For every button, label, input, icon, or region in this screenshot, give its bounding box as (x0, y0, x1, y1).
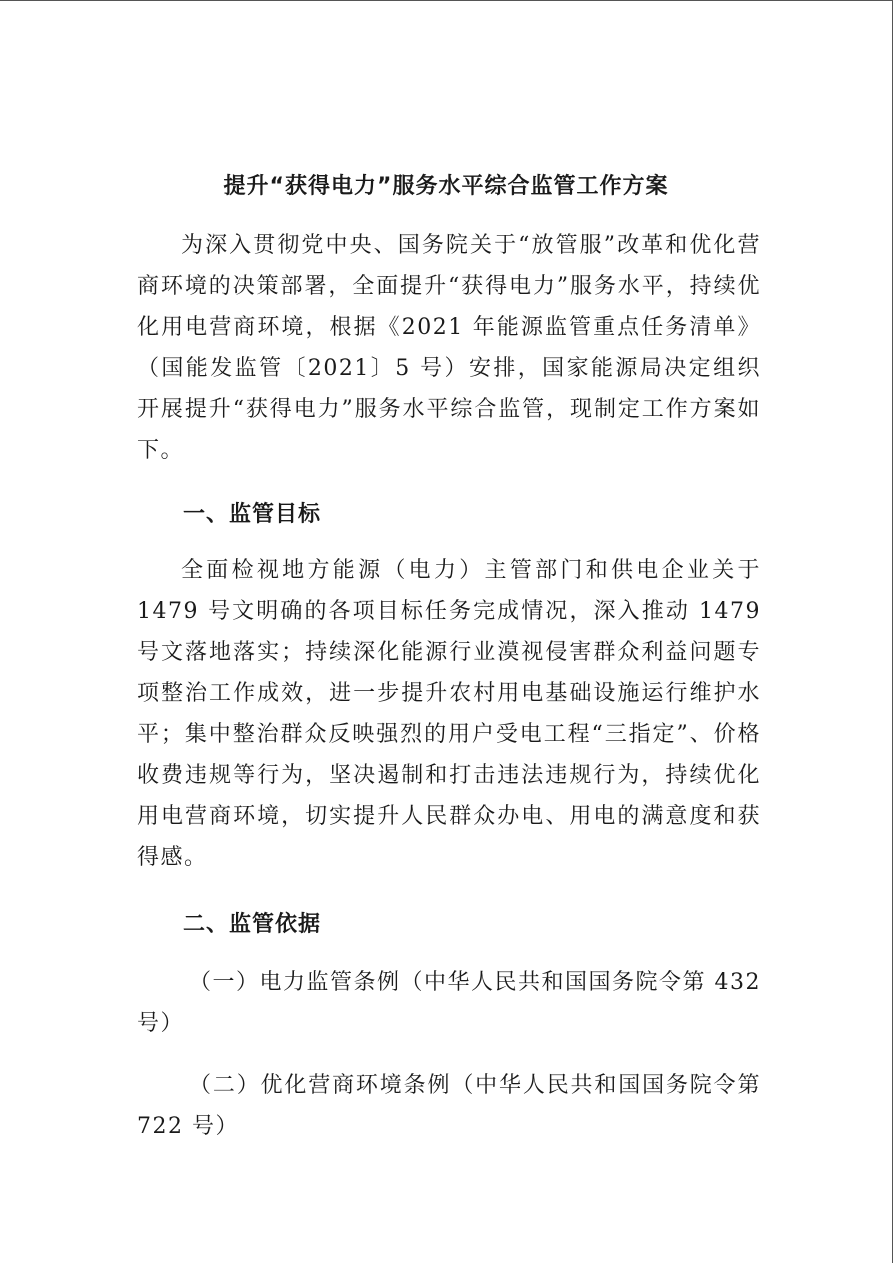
basis-item: （二）优化营商环境条例（中华人民共和国国务院令第 722 号） (137, 1073, 761, 1139)
basis-item: （一）电力监管条例（中华人民共和国国务院令第 432 号） (137, 970, 761, 1036)
intro-paragraph: 为深入贯彻党中央、国务院关于“放管服”改革和优化营商环境的决策部署，全面提升“获得电力”服务水平，持续优化用电营商环境，根据《2021 年能源监管重点任务清单》（国能发监管〔2021〕5 号）安排，国家能源局决定组织开展提升“获得电力”服务水平综合监管，现制定工作方案如下。 (137, 233, 761, 463)
section-heading-basis: 二、监管依据 (183, 912, 322, 937)
document-title: 提升“获得电力”服务水平综合监管工作方案 (223, 174, 669, 199)
goals-paragraph: 全面检视地方能源（电力）主管部门和供电企业关于 1479 号文明确的各项目标任务完成情况，深入推动 1479 号文落地落实；持续深化能源行业漠视侵害群众利益问题专项整治工作成效，进一步提升农村用电基础设施运行维护水平；集中整治群众反映强烈的用户受电工程“三指定”、价格收费违规等行为，坚决遏制和打击违法违规行为，持续优化用电营商环境，切实提升人民群众办电、用电的满意度和获得感。 (137, 558, 761, 870)
section-heading-goals: 一、监管目标 (183, 502, 322, 527)
